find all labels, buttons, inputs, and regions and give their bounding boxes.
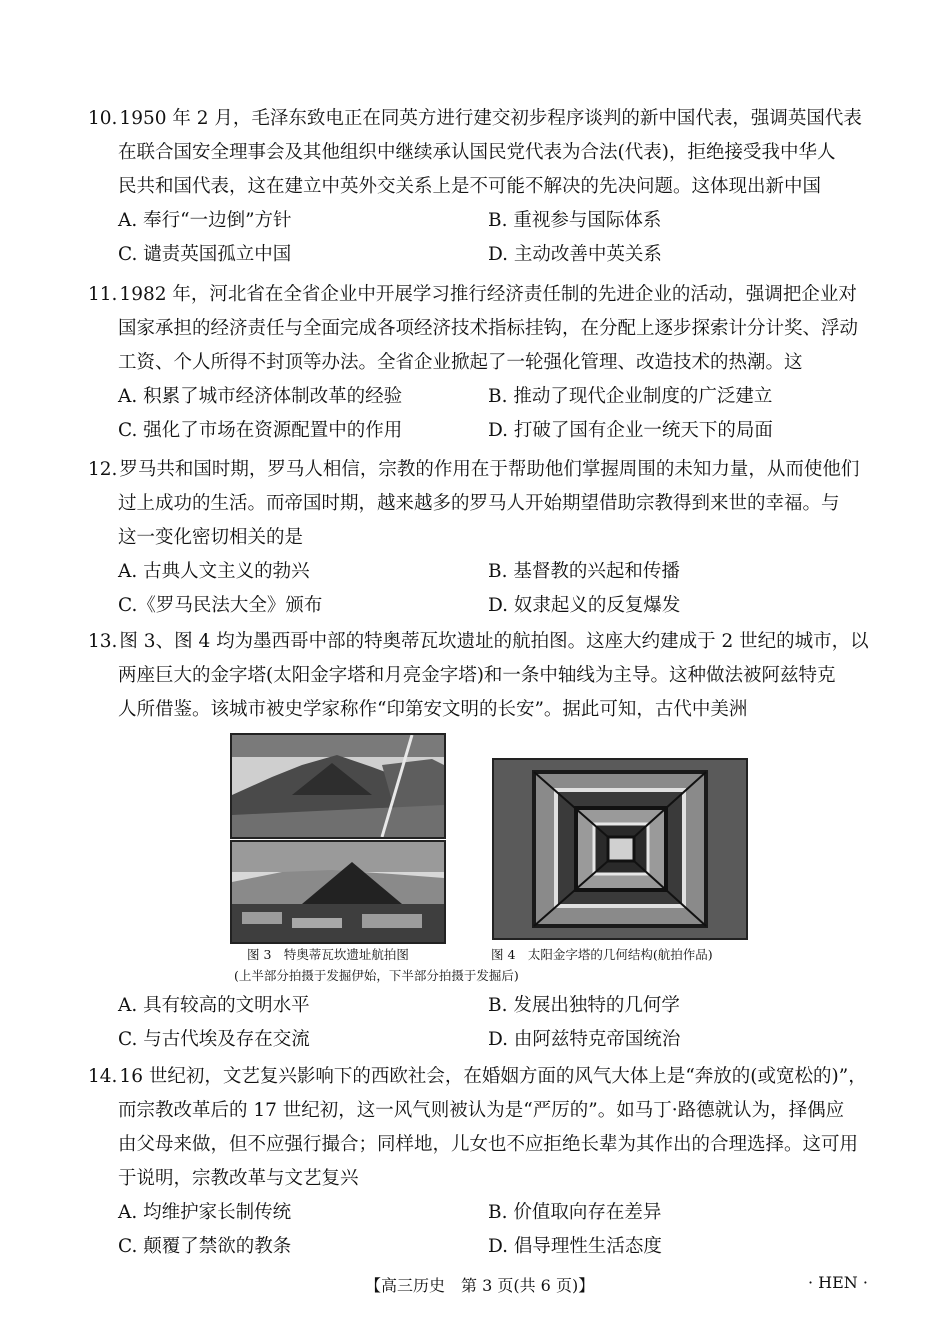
options (88, 555, 878, 623)
question-13-options (88, 989, 878, 1057)
question-stem: 14. 16 世纪初，文艺复兴影响下的西欧社会，在婚姻方面的风气大体上是“奔放的(或宽松的)”， 而宗教改革后的 17 世纪初，这一风气则被认为是“严厉的”。如马丁·路德就认为，择偶应 由父母来做，但不应强行撮合；同样地，儿女也不应拒绝长辈为其作出的合理选择。这可用 于说明，宗教改革与文艺复兴 (88, 1066, 867, 1189)
option-a: A. 古典人文主义的勃兴 (118, 561, 310, 582)
question-number: 13. (88, 631, 118, 652)
question-number: 14. (88, 1066, 118, 1087)
option-c: C. 颠覆了禁欲的教条 (118, 1236, 292, 1257)
question-10 (88, 102, 878, 272)
page-footer: 【高三历史 第 3 页(共 6 页)】 (365, 1276, 595, 1295)
fig3-photo-after-excavation (230, 840, 446, 944)
option-b: B. 价值取向存在差异 (488, 1202, 662, 1223)
question-stem: 10. 1950 年 2 月，毛泽东致电正在同英方进行建交初步程序谈判的新中国代表，强调英国代表 在联合国安全理事会及其他组织中继续承认国民党代表为合法(代表)，拒绝接受我中华人 民共和国代表，这在建立中英外交关系上是不可能不解决的先决问题。这体现出新中国 (88, 108, 862, 197)
option-a: A. 均维护家长制传统 (118, 1202, 292, 1223)
options (88, 1196, 878, 1264)
footer-code: · HEN · (808, 1273, 868, 1292)
option-c: C. 强化了市场在资源配置中的作用 (118, 420, 403, 441)
option-d: D. 奴隶起义的反复爆发 (488, 595, 681, 616)
option-c: C. 与古代埃及存在交流 (118, 1029, 310, 1050)
option-d: D. 主动改善中英关系 (488, 244, 662, 265)
question-14 (88, 1060, 878, 1264)
fig4-photo-sun-pyramid (492, 758, 748, 940)
options (88, 204, 878, 272)
question-stem: 12. 罗马共和国时期，罗马人相信，宗教的作用在于帮助他们掌握周围的未知力量，从而使他们 过上成功的生活。而帝国时期，越来越多的罗马人开始期望借助宗教得到来世的幸福。与 这一变化密切相关的是 (88, 459, 860, 548)
option-d: D. 打破了国有企业一统天下的局面 (488, 420, 773, 441)
question-number: 12. (88, 459, 118, 480)
question-stem: 11. 1982 年，河北省在全省企业中开展学习推行经济责任制的先进企业的活动，强调把企业对 国家承担的经济责任与全面完成各项经济技术指标挂钩，在分配上逐步探索计分计奖、浮动 工资、个人所得不封顶等办法。全省企业掀起了一轮强化管理、改造技术的热潮。这 (88, 284, 859, 373)
option-b: B. 基督教的兴起和传播 (488, 561, 680, 582)
option-a: A. 奉行“一边倒”方针 (118, 210, 292, 231)
fig4-caption: 图 4 太阳金字塔的几何结构(航拍作品) (491, 947, 713, 962)
question-number: 10. (88, 108, 118, 129)
options (88, 989, 878, 1057)
question-11 (88, 278, 878, 448)
option-a: A. 积累了城市经济体制改革的经验 (118, 386, 403, 407)
option-c: C.《罗马民法大全》颁布 (118, 595, 323, 616)
fig3-photo-before-excavation (230, 733, 446, 839)
question-12 (88, 453, 878, 623)
question-13 (88, 625, 878, 727)
option-c: C. 谴责英国孤立中国 (118, 244, 292, 265)
fig3-caption: 图 3 特奥蒂瓦坎遗址航拍图 (247, 947, 409, 962)
question-number: 11. (88, 284, 118, 305)
option-a: A. 具有较高的文明水平 (118, 995, 310, 1016)
option-d: D. 由阿兹特克帝国统治 (488, 1029, 681, 1050)
option-b: B. 重视参与国际体系 (488, 210, 662, 231)
option-b: B. 发展出独特的几何学 (488, 995, 680, 1016)
option-d: D. 倡导理性生活态度 (488, 1236, 662, 1257)
options (88, 380, 878, 448)
option-b: B. 推动了现代企业制度的广泛建立 (488, 386, 773, 407)
fig3-note: (上半部分拍摄于发掘伊始，下半部分拍摄于发掘后) (234, 968, 519, 983)
question-stem: 13. 图 3、图 4 均为墨西哥中部的特奥蒂瓦坎遗址的航拍图。这座大约建成于 2 世纪的城市，以 两座巨大的金字塔(太阳金字塔和月亮金字塔)和一条中轴线为主导。这种做法被阿兹特克 人所借鉴。该城市被史学家称作“印第安文明的长安”。据此可知，古代中美洲 (88, 631, 869, 720)
